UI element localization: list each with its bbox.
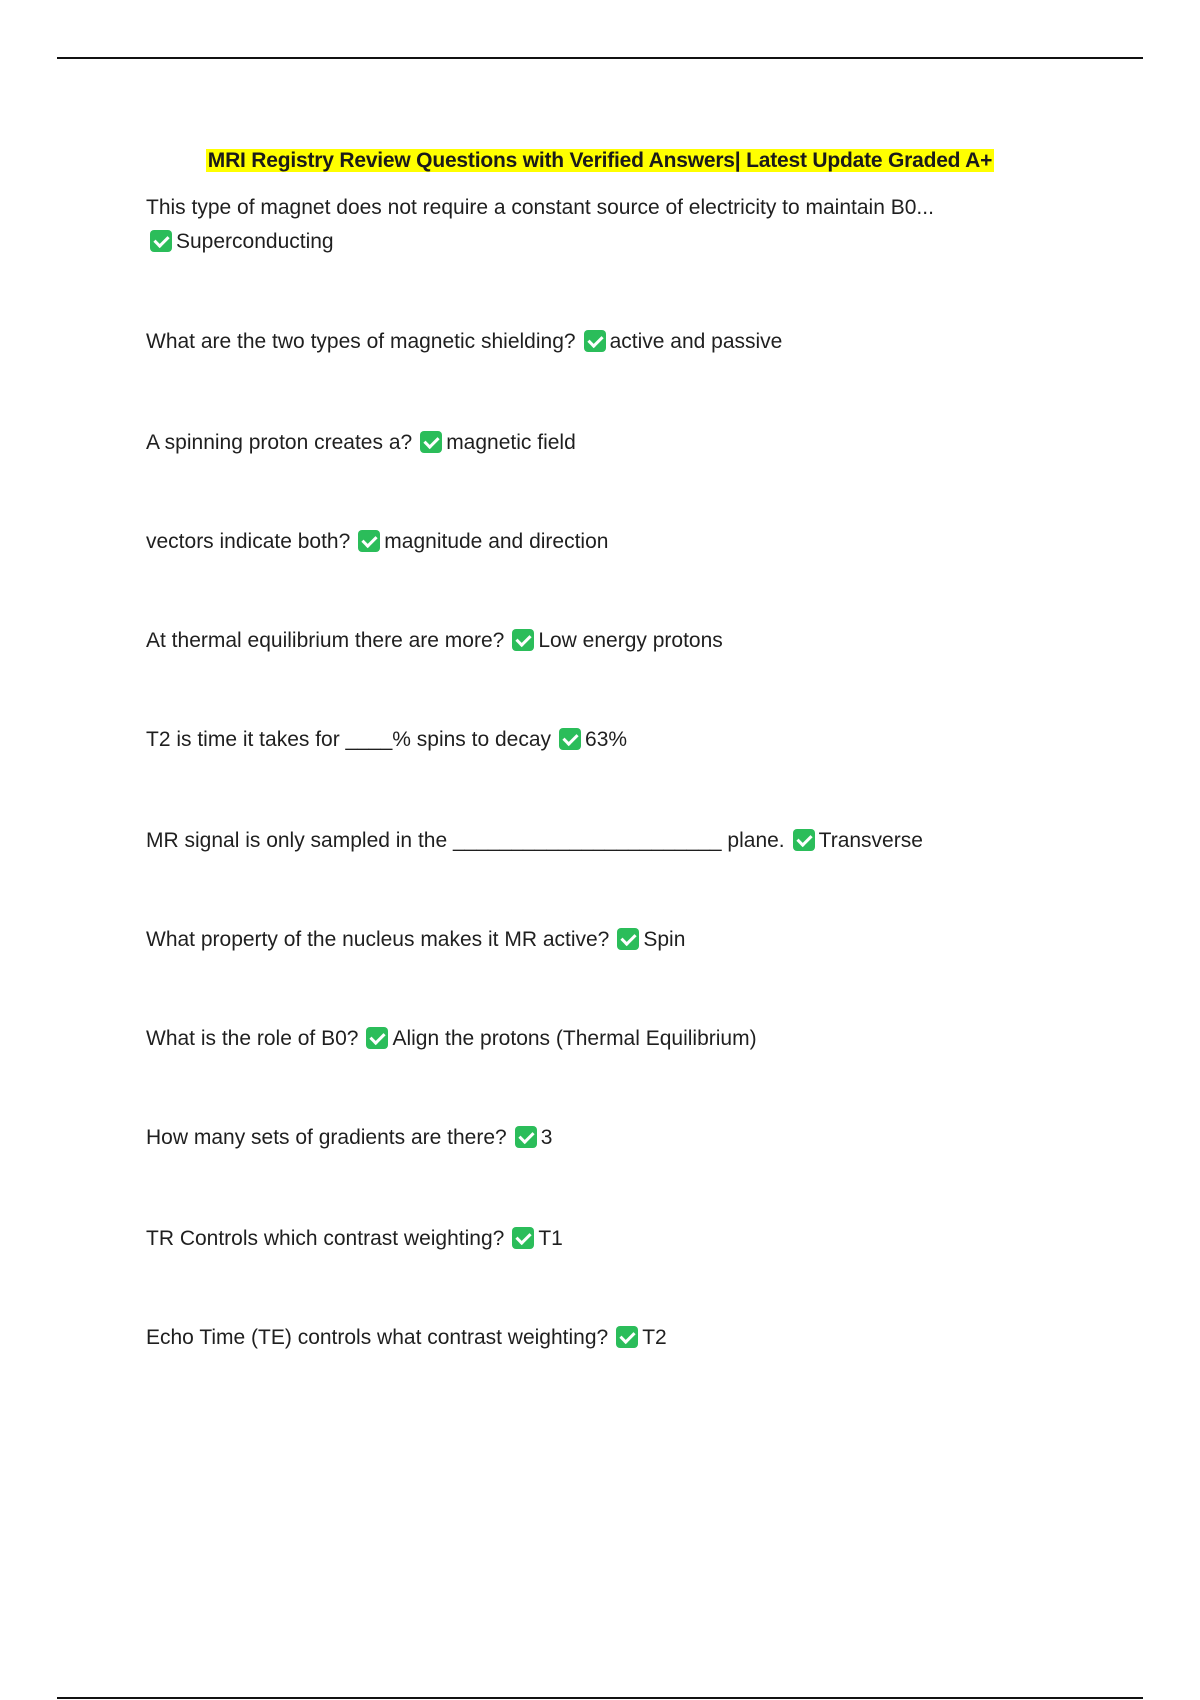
qa-item-12 — [146, 1321, 1046, 1355]
answer-text: T1 — [538, 1227, 563, 1250]
check-mark-icon — [358, 530, 380, 552]
question-text: vectors indicate both? — [146, 530, 351, 553]
document-title-text: MRI Registry Review Questions with Verified Answers| Latest Update Graded A+ — [207, 149, 993, 172]
question-text: What are the two types of magnetic shielding? — [146, 330, 576, 353]
check-mark-icon — [617, 928, 639, 950]
answer-text: Low energy protons — [538, 629, 723, 652]
question-text: What is the role of B0? — [146, 1027, 359, 1050]
answer-text: Transverse — [818, 829, 923, 852]
bottom-rule — [57, 1697, 1143, 1699]
qa-item-9 — [146, 1022, 1046, 1056]
check-mark-icon — [515, 1126, 537, 1148]
question-text: What property of the nucleus makes it MR active? — [146, 928, 610, 951]
question-text: How many sets of gradients are there? — [146, 1126, 507, 1149]
question-text: At thermal equilibrium there are more? — [146, 629, 505, 652]
question-text: A spinning proton creates a? — [146, 431, 413, 454]
qa-item-4 — [146, 525, 1046, 559]
check-mark-icon — [150, 230, 172, 252]
answer-text: Superconducting — [176, 230, 334, 253]
check-mark-icon — [420, 431, 442, 453]
qa-item-5 — [146, 624, 1046, 658]
answer-text: active and passive — [609, 330, 783, 353]
question-text: MR signal is only sampled in the _______________________ plane. — [146, 829, 785, 852]
answer-text: T2 — [642, 1326, 667, 1349]
qa-item-3 — [146, 426, 1046, 460]
check-mark-icon — [559, 728, 581, 750]
question-text: TR Controls which contrast weighting? — [146, 1227, 505, 1250]
check-mark-icon — [512, 629, 534, 651]
question-text: This type of magnet does not require a constant source of electricity to maintain B0... — [146, 196, 934, 219]
qa-item-10 — [146, 1121, 1046, 1155]
qa-item-1 — [146, 191, 1046, 259]
qa-item-6 — [146, 723, 1046, 757]
answer-text: magnetic field — [446, 431, 576, 454]
check-mark-icon — [366, 1027, 388, 1049]
qa-item-8 — [146, 923, 1046, 957]
top-rule — [57, 57, 1143, 59]
qa-item-7 — [146, 824, 1046, 858]
answer-text: 3 — [540, 1126, 553, 1149]
question-text: Echo Time (TE) controls what contrast weighting? — [146, 1326, 609, 1349]
check-mark-icon — [584, 330, 606, 352]
question-text: T2 is time it takes for ____% spins to decay — [146, 728, 552, 751]
answer-text: Align the protons (Thermal Equilibrium) — [392, 1027, 757, 1050]
check-mark-icon — [616, 1326, 638, 1348]
answer-text: 63% — [585, 728, 628, 751]
answer-text: Spin — [643, 928, 686, 951]
qa-item-11 — [146, 1222, 1046, 1256]
check-mark-icon — [793, 829, 815, 851]
qa-item-2 — [146, 325, 1046, 359]
check-mark-icon — [512, 1227, 534, 1249]
document-title — [0, 147, 1200, 175]
answer-text: magnitude and direction — [384, 530, 609, 553]
